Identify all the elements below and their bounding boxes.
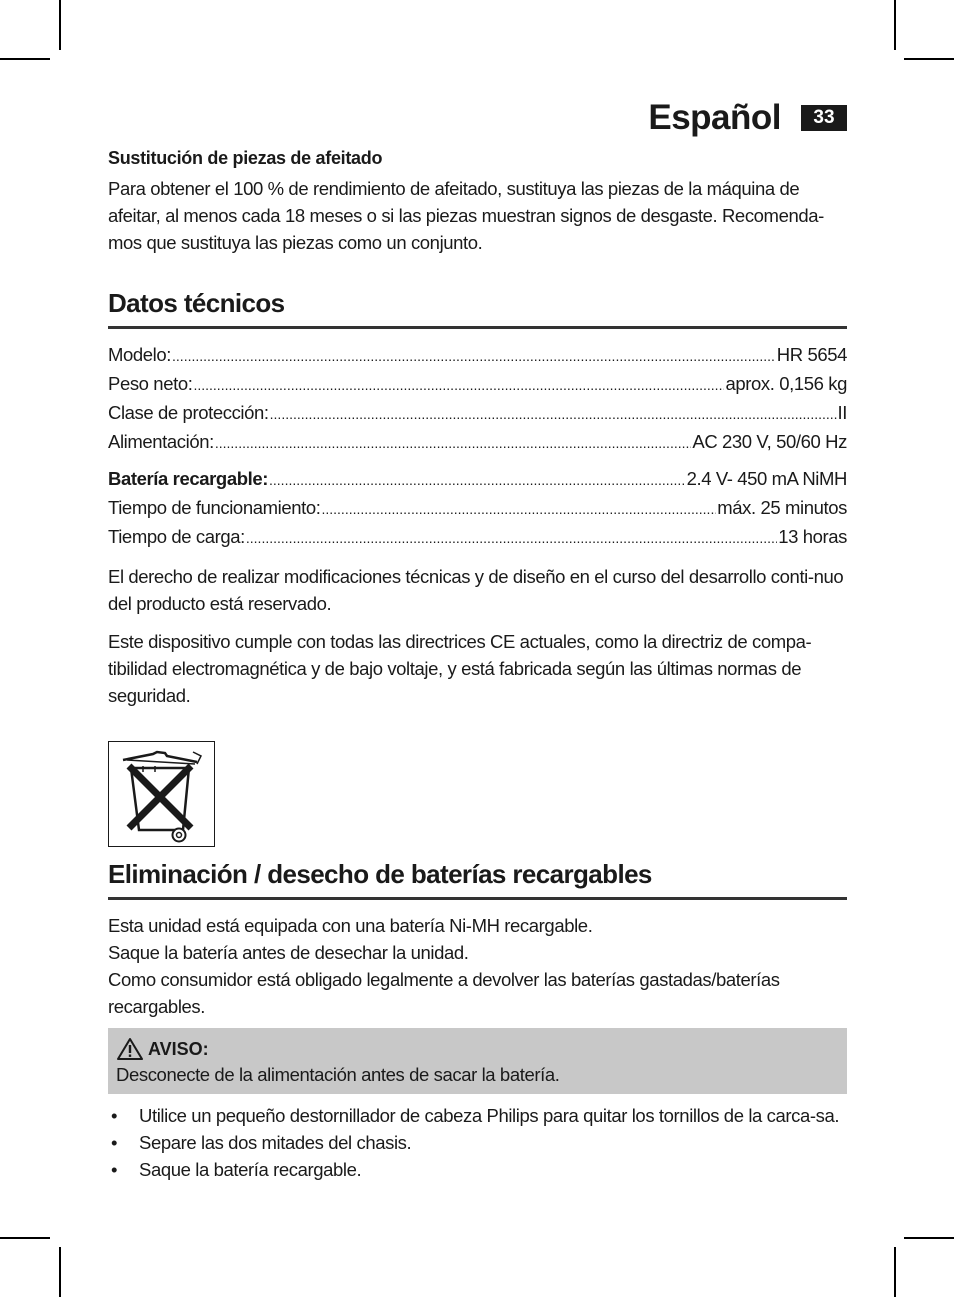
crop-mark: [894, 1247, 896, 1297]
list-item: [108, 1156, 847, 1183]
crop-mark: [0, 1237, 50, 1239]
page-content: [108, 146, 847, 1183]
page-number: 33: [801, 105, 847, 131]
crop-mark: [0, 58, 50, 60]
dot-leader: [172, 343, 776, 370]
disposal-line: Esta unidad está equipada con una batería Ni-MH recargable.: [108, 915, 593, 936]
spec-value: AC 230 V, 50/60 Hz: [692, 431, 847, 452]
warning-title: AVISO:: [148, 1039, 209, 1059]
spec-value: aprox. 0,156 kg: [725, 373, 847, 394]
list-item: [108, 1129, 847, 1156]
bullet: •: [111, 1132, 118, 1153]
list-item-text: Utilice un pequeño destornillador de cabeza Philips para quitar los tornillos de la carca-sa.: [139, 1105, 840, 1126]
steps-list: [108, 1102, 847, 1183]
dot-leader: [269, 467, 686, 494]
spec-row: [108, 428, 847, 457]
dot-leader: [215, 430, 692, 457]
tech-note-ce: Este dispositivo cumple con todas las directrices CE actuales, como la directriz de compa-tibilidad electromagnética y de bajo voltaje, y está fabricada según las últimas normas de seguridad.: [108, 631, 812, 706]
bullet: •: [111, 1105, 118, 1126]
spec-value: máx. 25 minutos: [717, 497, 847, 518]
disposal-line: Saque la batería antes de desechar la unidad.: [108, 942, 469, 963]
spec-value: 2.4 V- 450 mA NiMH: [686, 468, 847, 489]
spec-row: [108, 370, 847, 399]
crop-mark: [904, 58, 954, 60]
crop-mark: [894, 0, 896, 50]
disposal-section-title: Eliminación / desecho de baterías recargables: [108, 857, 847, 900]
dot-leader: [321, 496, 716, 523]
spec-label: Tiempo de funcionamiento:: [108, 497, 321, 518]
page-header: [648, 98, 847, 138]
dot-leader: [246, 525, 777, 552]
tech-note-modifications: El derecho de realizar modificaciones técnicas y de diseño en el curso del desarrollo conti-nuo del producto está reservado.: [108, 566, 844, 614]
spec-row: [108, 523, 847, 552]
list-item-text: Saque la batería recargable.: [139, 1159, 362, 1180]
warning-triangle-icon: [116, 1037, 144, 1061]
replacement-text: Para obtener el 100 % de rendimiento de afeitado, sustituya las piezas de la máquina de afeitar, al menos cada 18 meses o si las piezas muestran signos de desgaste. Recomenda-mos que sustituya las piezas como un conjunto.: [108, 178, 824, 253]
spec-label: Peso neto:: [108, 373, 193, 394]
spec-row: [108, 341, 847, 370]
spec-list: [108, 341, 847, 552]
warning-heading: [116, 1036, 839, 1062]
dot-leader: [270, 401, 837, 428]
spec-label: Alimentación:: [108, 431, 214, 452]
spec-value: HR 5654: [776, 344, 847, 365]
bullet: •: [111, 1159, 118, 1180]
spec-row: [108, 399, 847, 428]
dot-leader: [193, 372, 724, 399]
language-title: Español: [648, 98, 781, 137]
crop-mark: [59, 1247, 61, 1297]
spec-row: [108, 494, 847, 523]
spec-row: [108, 465, 847, 494]
tech-section-title: Datos técnicos: [108, 286, 847, 329]
replacement-title: Sustitución de piezas de afeitado: [108, 148, 383, 168]
crop-mark: [59, 0, 61, 50]
warning-box: [108, 1028, 847, 1094]
spec-label: Modelo:: [108, 344, 172, 365]
warning-text: Desconecte de la alimentación antes de sacar la batería.: [116, 1064, 560, 1085]
list-item: [108, 1102, 847, 1129]
list-item-text: Separe las dos mitades del chasis.: [139, 1132, 412, 1153]
spec-value: II: [837, 402, 847, 423]
spec-value: 13 horas: [778, 526, 847, 547]
spec-label: Tiempo de carga:: [108, 526, 245, 547]
spec-label: Clase de protección:: [108, 402, 269, 423]
crossed-out-wheelie-bin-icon: [108, 741, 215, 847]
spec-label: Batería recargable:: [108, 468, 269, 489]
crop-mark: [904, 1237, 954, 1239]
disposal-line: Como consumidor está obligado legalmente a devolver las baterías gastadas/baterías recargables.: [108, 969, 780, 1017]
